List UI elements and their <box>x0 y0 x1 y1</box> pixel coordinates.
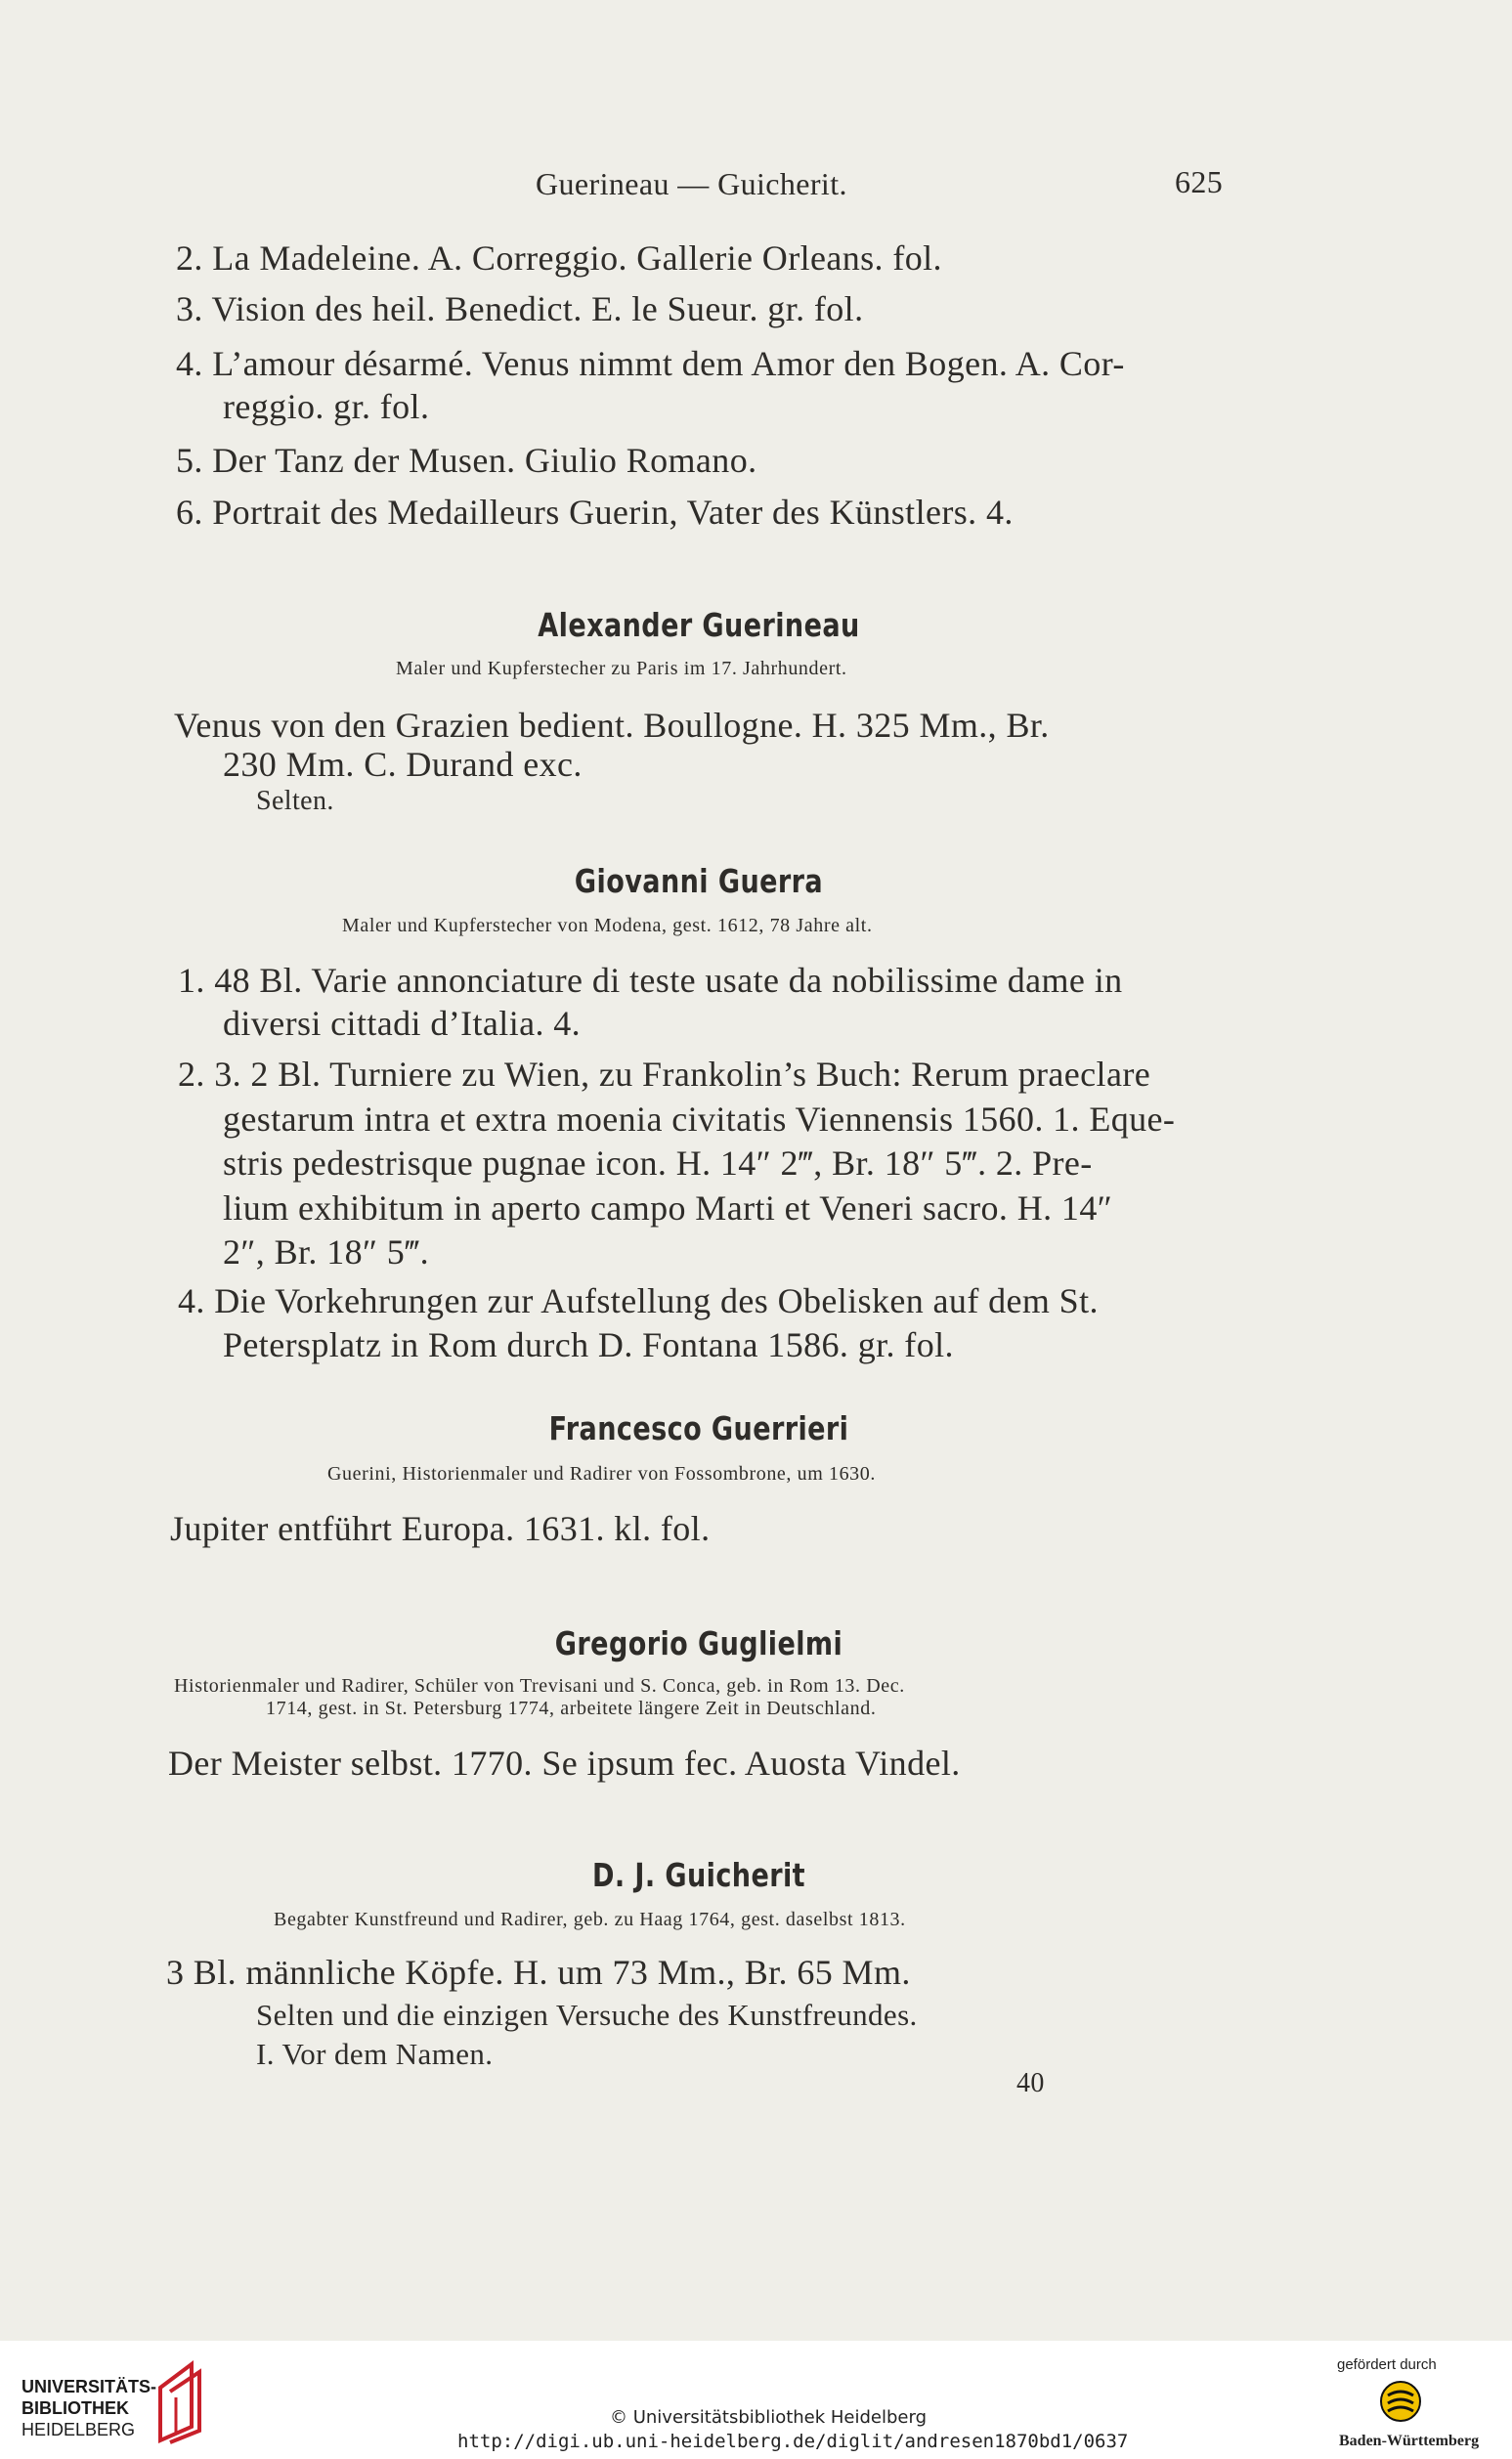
state-coat-of-arms-icon <box>1378 2378 1423 2425</box>
footer-bar <box>0 2341 1512 2459</box>
entry-line: 1. 48 Bl. Varie annonciature di teste usate da nobilissime dame in <box>178 961 1123 1000</box>
running-title: Guerineau — Guicherit. <box>536 166 847 201</box>
copyright-notice: © Universitätsbibliothek Heidelberg <box>610 2407 928 2428</box>
library-logo-icon <box>152 2358 211 2444</box>
signature-mark: 40 <box>1016 2068 1045 2098</box>
entry-line: lium exhibitum in aperto campo Marti et Veneri sacro. H. 14″ <box>223 1188 1113 1228</box>
entry-line: 3 Bl. männliche Köpfe. H. um 73 Mm., Br. 65 Mm. <box>166 1953 911 1992</box>
library-line: BIBLIOTHEK <box>22 2398 129 2418</box>
entry-line: stris pedestrisque pugnae icon. H. 14″ 2‴, Br. 18″ 5‴. 2. Pre- <box>223 1143 1093 1183</box>
entry-line: 2″, Br. 18″ 5‴. <box>223 1232 429 1272</box>
note-line: Selten. <box>256 786 334 816</box>
artist-heading: Giovanni Guerra <box>574 862 824 900</box>
artist-subtitle: Historienmaler und Radirer, Schüler von Trevisani und S. Conca, geb. in Rom 13. Dec. <box>174 1675 905 1697</box>
entry-line: Venus von den Grazien bedient. Boullogne. H. 325 Mm., Br. <box>174 706 1050 745</box>
artist-heading: D. J. Guicherit <box>591 1856 806 1894</box>
entry-line: Petersplatz in Rom durch D. Fontana 1586. gr. fol. <box>223 1325 954 1364</box>
entry-line: 4. Die Vorkehrungen zur Aufstellung des Obelisken auf dem St. <box>178 1281 1099 1320</box>
permalink[interactable]: http://digi.ub.uni-heidelberg.de/diglit/andresen1870bd1/0637 <box>457 2431 1129 2452</box>
entry-line: 6. Portrait des Medailleurs Guerin, Vater des Künstlers. 4. <box>176 493 1014 532</box>
note-line: Selten und die einzigen Versuche des Kunstfreundes. <box>256 1998 918 2032</box>
entry-line: 230 Mm. C. Durand exc. <box>223 745 583 784</box>
entry-line: 3. Vision des heil. Benedict. E. le Sueur. gr. fol. <box>176 289 864 328</box>
artist-heading: Francesco Guerrieri <box>548 1409 849 1447</box>
note-line: I. Vor dem Namen. <box>256 2037 494 2071</box>
artist-heading: Gregorio Guglielmi <box>554 1624 843 1662</box>
artist-subtitle: Maler und Kupferstecher zu Paris im 17. Jahrhundert. <box>396 658 847 679</box>
artist-heading: Alexander Guerineau <box>538 606 860 644</box>
entry-line: reggio. gr. fol. <box>223 387 430 426</box>
artist-subtitle: Begabter Kunstfreund und Radirer, geb. zu Haag 1764, gest. daselbst 1813. <box>274 1909 906 1930</box>
artist-subtitle: Guerini, Historienmaler und Radirer von Fossombrone, um 1630. <box>327 1463 876 1485</box>
entry-line: 2. 3. 2 Bl. Turniere zu Wien, zu Frankolin’s Buch: Rerum praeclare <box>178 1055 1151 1094</box>
entry-line: 2. La Madeleine. A. Correggio. Gallerie Orleans. fol. <box>176 238 942 278</box>
library-line: UNIVERSITÄTS- <box>22 2377 157 2396</box>
entry-line: 5. Der Tanz der Musen. Giulio Romano. <box>176 441 757 480</box>
entry-line: gestarum intra et extra moenia civitatis Viennensis 1560. 1. Eque- <box>223 1100 1176 1139</box>
funder-name: Baden-Württemberg <box>1339 2433 1480 2449</box>
entry-line: diversi cittadi d’Italia. 4. <box>223 1004 582 1043</box>
funded-by-label: gefördert durch <box>1337 2356 1437 2373</box>
artist-subtitle: Maler und Kupferstecher von Modena, gest. 1612, 78 Jahre alt. <box>342 915 873 936</box>
page-number: 625 <box>1175 164 1224 199</box>
entry-line: 4. L’amour désarmé. Venus nimmt dem Amor den Bogen. A. Cor- <box>176 344 1125 383</box>
artist-subtitle: 1714, gest. in St. Petersburg 1774, arbeitete längere Zeit in Deutschland. <box>266 1698 877 1719</box>
entry-line: Der Meister selbst. 1770. Se ipsum fec. Auosta Vindel. <box>168 1744 961 1783</box>
library-line: HEIDELBERG <box>22 2420 136 2439</box>
entry-line: Jupiter entführt Europa. 1631. kl. fol. <box>170 1509 711 1548</box>
library-name <box>22 2376 156 2440</box>
